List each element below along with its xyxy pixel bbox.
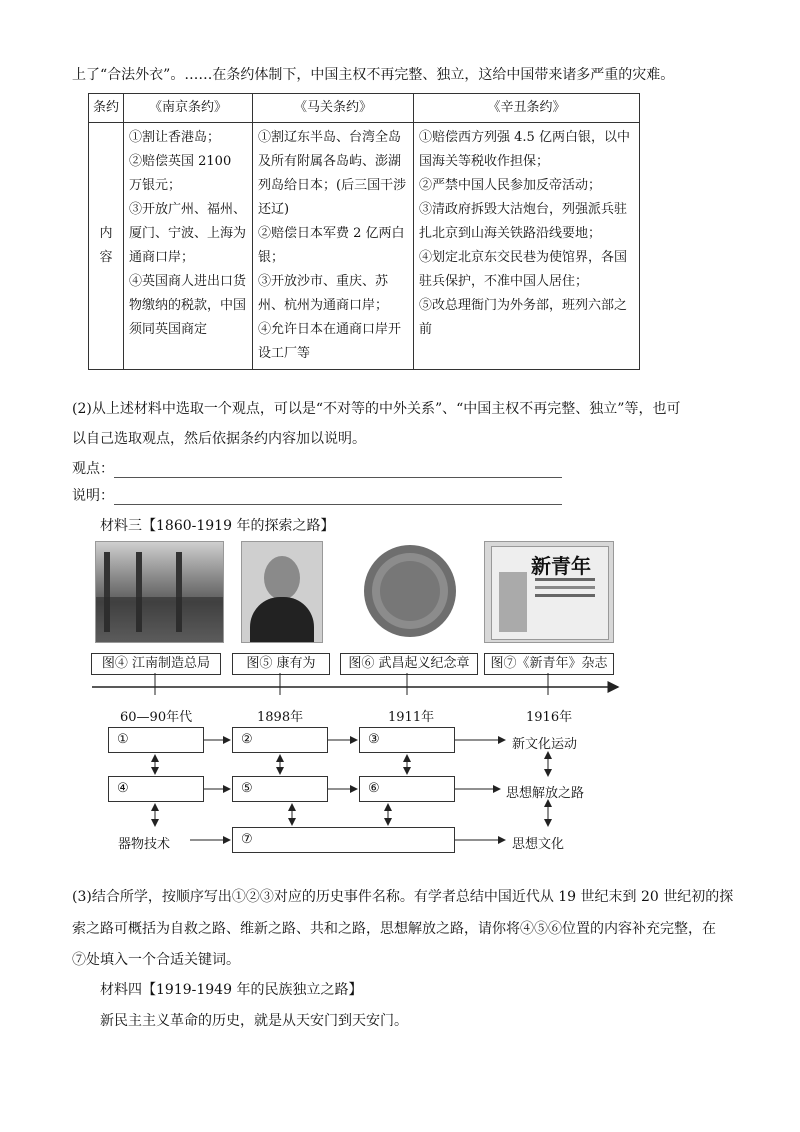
table-header: 《南京条约》	[124, 94, 253, 123]
blank-box-1[interactable]: ①	[108, 727, 204, 753]
thought-liberation-label: 思想解放之路	[506, 786, 585, 801]
row-label: 内容	[89, 123, 124, 370]
blank-box-5[interactable]: ⑤	[232, 776, 328, 802]
thought-culture-label: 思想文化	[512, 837, 565, 852]
year-label: 1911年	[388, 710, 435, 725]
list-item: ②赔偿日本军费 2 亿两白银；	[258, 226, 405, 265]
magazine-title: 新青年	[531, 554, 591, 578]
blank-box-4[interactable]: ④	[108, 776, 204, 802]
material-4-text: 新民主主义革命的历史，就是从天安门到天安门。	[100, 1013, 408, 1029]
caption-fig4: 图④ 江南制造总局	[91, 653, 221, 675]
table-header: 《辛丑条约》	[414, 94, 640, 123]
material-3-title: 材料三【1860-1919 年的探索之路】	[100, 518, 335, 534]
caption-fig5: 图⑤ 康有为	[232, 653, 330, 675]
list-item: ③开放沙市、重庆、苏州、杭州为通商口岸；	[258, 274, 389, 313]
question-2-line1: (2)从上述材料中选取一个观点，可以是“不对等的中外关系”、“中国主权不再完整、独立”等，也可	[72, 401, 681, 417]
caption-fig7: 图⑦《新青年》杂志	[484, 653, 614, 675]
material-technology-label: 器物技术	[118, 837, 171, 852]
list-item: ①赔偿西方列强 4.5 亿两白银，以中国海关等税收作担保；	[419, 130, 630, 169]
table-header: 条约	[89, 94, 124, 123]
question-3-line2: 索之路可概括为自救之路、维新之路、共和之路，思想解放之路，请你将④⑤⑥位置的内容补充完整，在	[72, 921, 716, 937]
list-item: ③清政府拆毁大沽炮台，列强派兵驻扎北京到山海关铁路沿线要地；	[419, 202, 628, 241]
intro-text: 上了“合法外衣”。……在条约体制下，中国主权不再完整、独立，这给中国带来诸多严重的灾难。	[72, 67, 675, 83]
new-culture-movement-label: 新文化运动	[512, 737, 578, 752]
viewpoint-label: 观点：	[72, 461, 114, 477]
question-3-line1: (3)结合所学，按顺序写出①②③对应的历史事件名称。有学者总结中国近代从 19 世纪末到 20 世纪初的探	[72, 889, 734, 905]
year-label: 1916年	[526, 710, 573, 725]
list-item: ④允许日本在通商口岸开设工厂等	[258, 322, 402, 361]
list-item: ①割让香港岛；	[129, 130, 221, 145]
list-item: ⑤改总理衙门为外务部，班列六部之前	[419, 298, 628, 337]
material-4-title: 材料四【1919-1949 年的民族独立之路】	[100, 982, 363, 998]
blank-box-3[interactable]: ③	[359, 727, 455, 753]
blank-box-6[interactable]: ⑥	[359, 776, 455, 802]
explain-label: 说明：	[72, 488, 114, 504]
question-3-line3: ⑦处填入一个合适关键词。	[72, 952, 240, 968]
question-2-line2: 以自己选取观点，然后依据条约内容加以说明。	[72, 431, 366, 447]
blank-box-2[interactable]: ②	[232, 727, 328, 753]
list-item: ④划定北京东交民巷为使馆界，各国驻兵保护，不准中国人居住；	[419, 250, 628, 289]
list-item: ③开放广州、福州、厦门、宁波、上海为通商口岸；	[129, 202, 247, 265]
blank-box-7[interactable]: ⑦	[232, 827, 455, 853]
caption-fig6: 图⑥ 武昌起义纪念章	[340, 653, 478, 675]
list-item: ④英国商人进出口货物缴纳的税款，中国须同英国商定	[129, 274, 247, 337]
list-item: ②严禁中国人民参加反帝活动；	[419, 178, 602, 193]
year-label: 60—90年代	[120, 710, 193, 725]
list-item: ②赔偿英国 2100 万银元；	[129, 154, 232, 193]
table-header: 《马关条约》	[253, 94, 414, 123]
list-item: ①割辽东半岛、台湾全岛及所有附属各岛屿、澎湖列岛给日本；(后三国干涉还辽)	[258, 130, 407, 217]
year-label: 1898年	[257, 710, 304, 725]
